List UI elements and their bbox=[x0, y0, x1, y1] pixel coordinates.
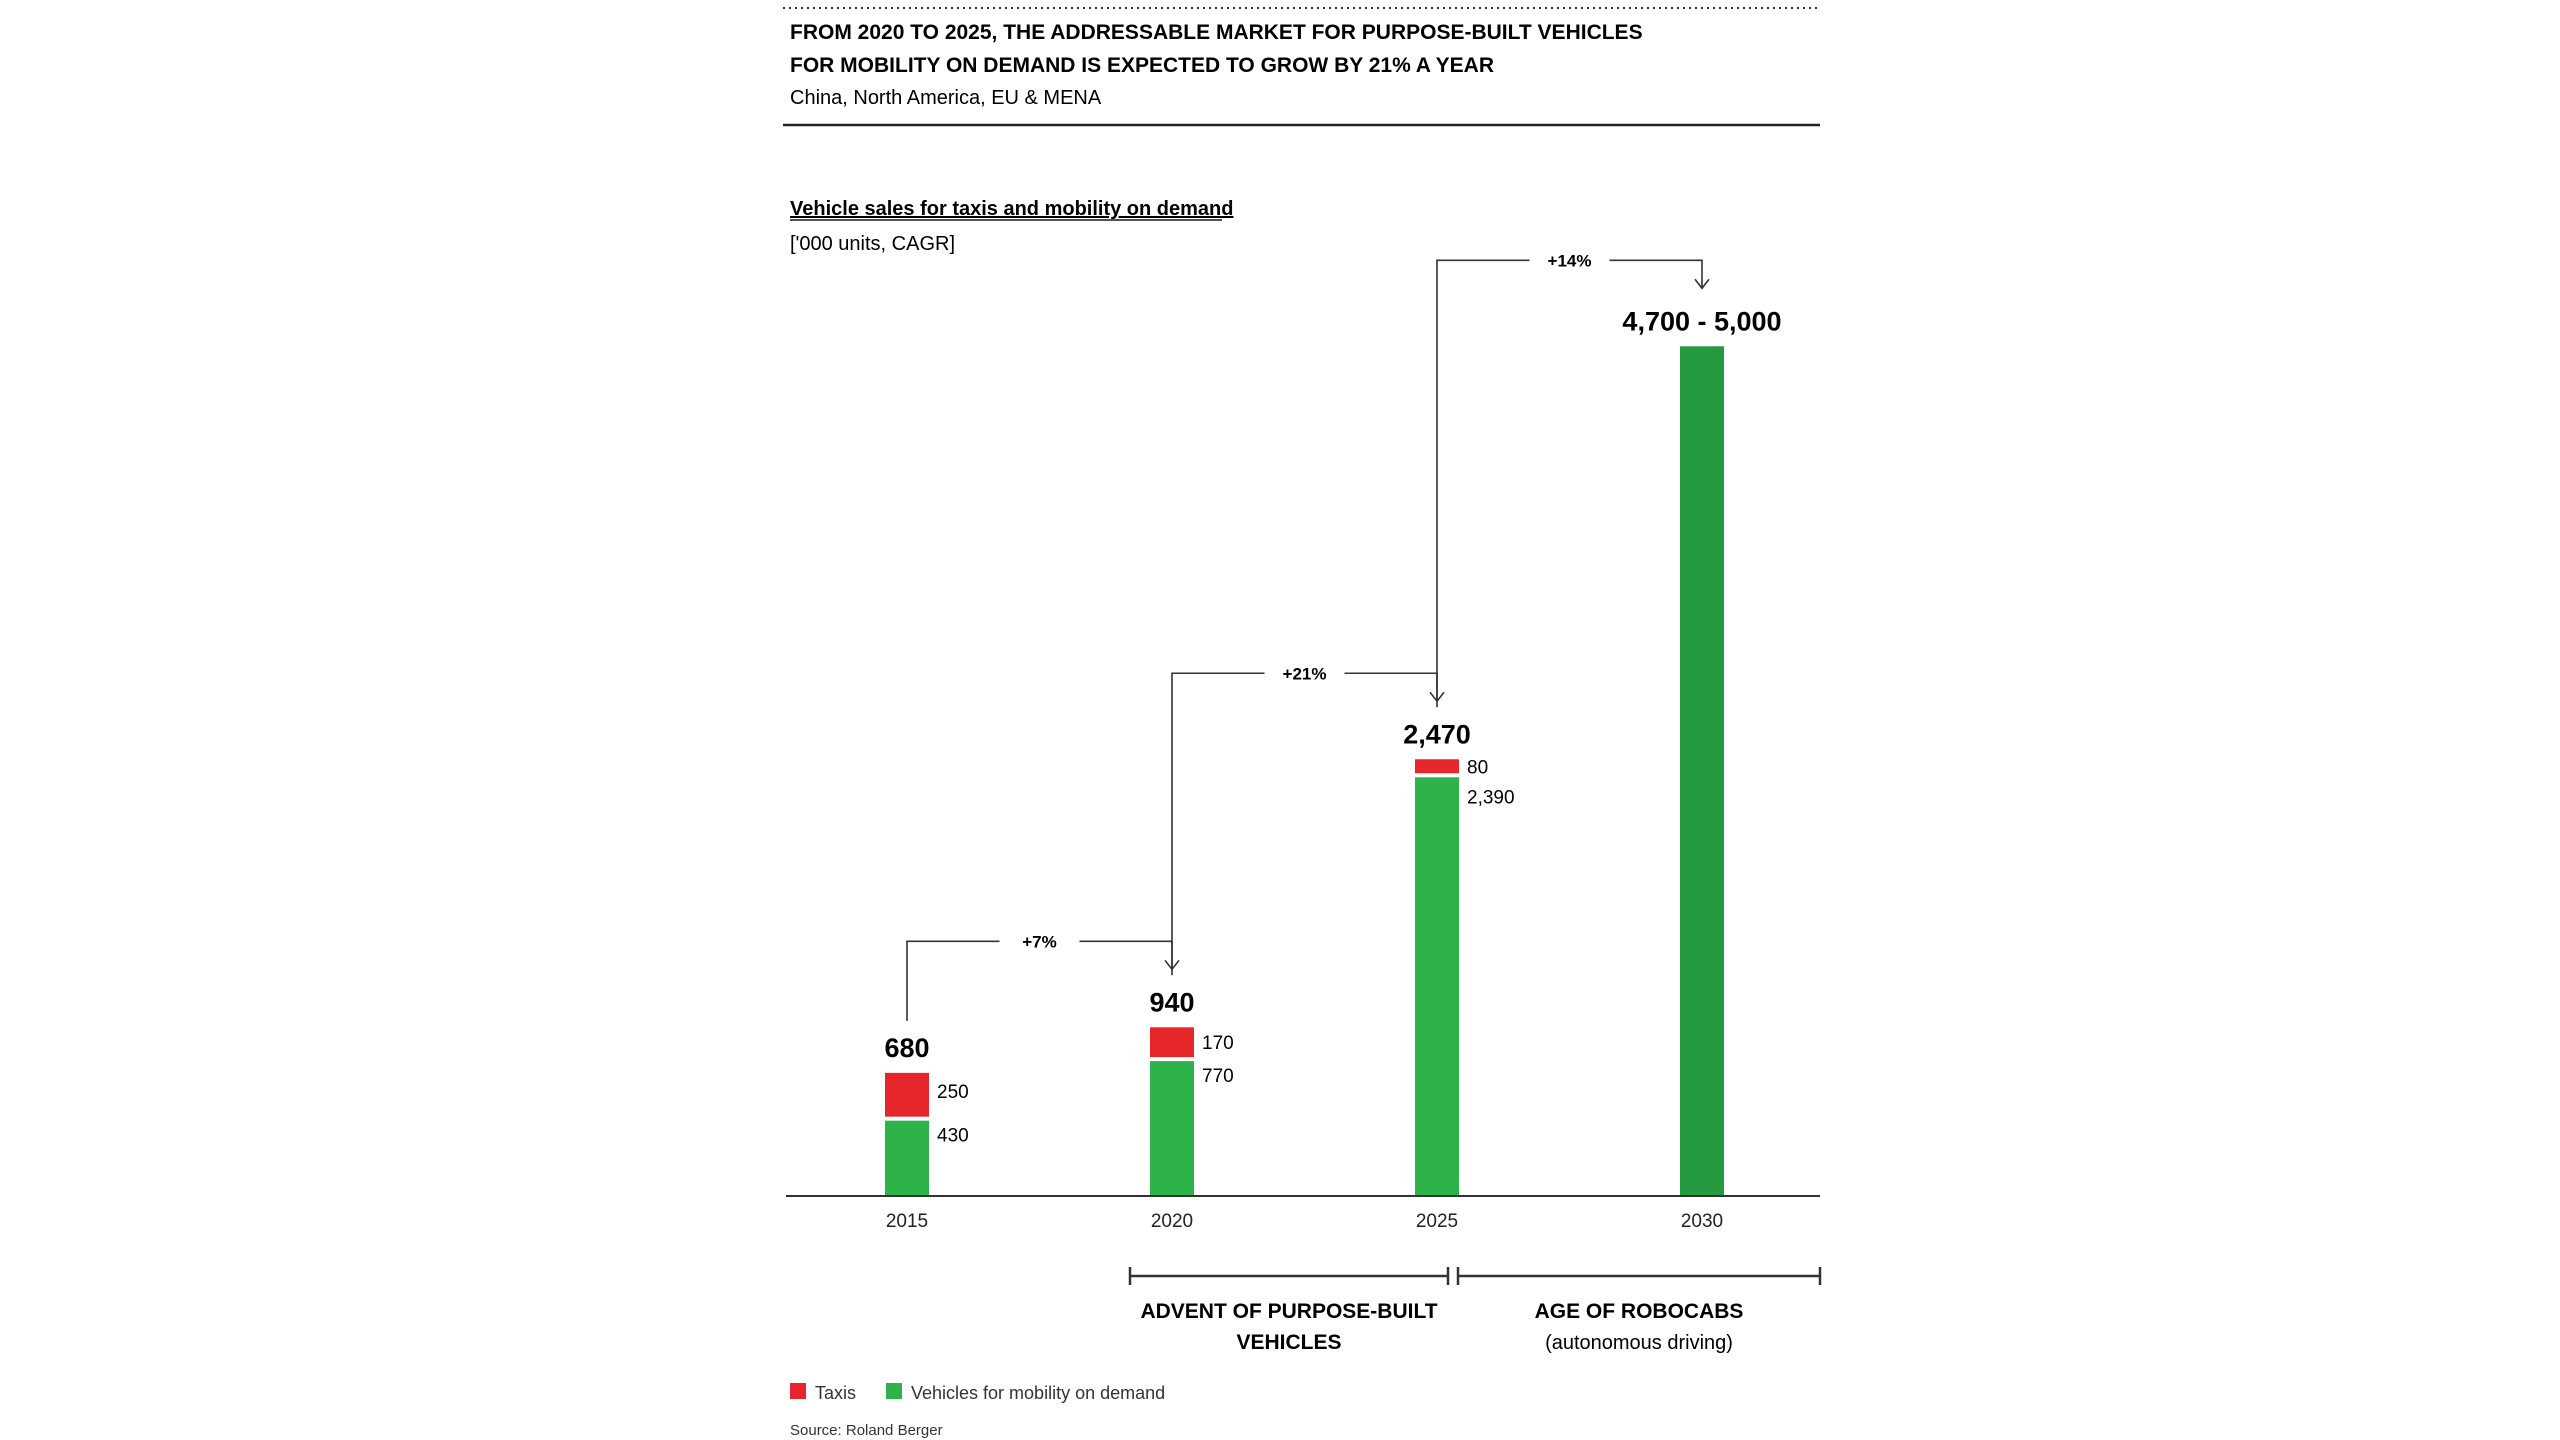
bar-mod-2025 bbox=[1415, 777, 1459, 1196]
legend-mod-label: Vehicles for mobility on demand bbox=[911, 1383, 1166, 1403]
legend-mod-swatch bbox=[886, 1383, 902, 1399]
cagr-line-2020-2025 bbox=[1172, 673, 1437, 975]
cagr-label-2025-2030: +14% bbox=[1547, 251, 1592, 271]
era-advent-line-1: ADVENT OF PURPOSE-BUILT bbox=[1140, 1300, 1438, 1323]
bar-mod-2020 bbox=[1150, 1061, 1194, 1196]
segment-label-taxi-2015: 250 bbox=[937, 1081, 969, 1103]
segment-label-taxi-2020: 170 bbox=[1202, 1033, 1234, 1055]
total-label-2015: 680 bbox=[884, 1032, 930, 1063]
headline-line-1: FROM 2020 TO 2025, THE ADDRESSABLE MARKET FOR PURPOSE-BUILT VEHICLES bbox=[790, 21, 1643, 44]
era-bracket-robocabs bbox=[1458, 1267, 1820, 1285]
era-robocabs-line-1: AGE OF ROBOCABS bbox=[1534, 1300, 1744, 1323]
cagr-label-2015-2020: +7% bbox=[1022, 932, 1057, 952]
tick-label-2015: 2015 bbox=[885, 1211, 929, 1232]
bar-taxi-2025 bbox=[1415, 759, 1459, 773]
era-advent-line-2: VEHICLES bbox=[1236, 1331, 1342, 1354]
bar-mod-2030 bbox=[1680, 346, 1724, 1196]
chart-title: Vehicle sales for taxis and mobility on demand bbox=[790, 198, 1234, 220]
source-note: Source: Roland Berger bbox=[790, 1422, 943, 1439]
chart-unit-label: ['000 units, CAGR] bbox=[790, 233, 955, 255]
tick-label-2025: 2025 bbox=[1415, 1211, 1459, 1232]
cagr-connector-2015-2020 bbox=[907, 927, 1179, 1021]
bar-taxi-2020 bbox=[1150, 1027, 1194, 1057]
segment-label-mod-2015: 430 bbox=[937, 1125, 969, 1147]
era-robocabs-line-2: (autonomous driving) bbox=[1545, 1332, 1733, 1354]
segment-label-mod-2020: 770 bbox=[1202, 1066, 1234, 1088]
tick-label-2020: 2020 bbox=[1150, 1211, 1194, 1232]
total-label-2025: 2,470 bbox=[1403, 719, 1471, 750]
segment-label-mod-2025: 2,390 bbox=[1467, 787, 1515, 809]
bar-mod-2015 bbox=[885, 1121, 929, 1196]
headline-subtitle: China, North America, EU & MENA bbox=[790, 87, 1102, 109]
total-label-2020: 940 bbox=[1149, 987, 1195, 1018]
era-bracket-advent bbox=[1130, 1267, 1448, 1285]
bar-taxi-2015 bbox=[885, 1073, 929, 1117]
legend-taxi-label: Taxis bbox=[815, 1383, 857, 1403]
legend-taxi-swatch bbox=[790, 1383, 806, 1399]
cagr-label-2020-2025: +21% bbox=[1282, 664, 1327, 684]
cagr-connector-2020-2025 bbox=[1172, 659, 1444, 975]
tick-label-2030: 2030 bbox=[1680, 1211, 1724, 1232]
headline-line-2: FOR MOBILITY ON DEMAND IS EXPECTED TO GROW BY 21% A YEAR bbox=[790, 54, 1494, 77]
segment-label-taxi-2025: 80 bbox=[1467, 757, 1489, 779]
total-label-2030: 4,700 - 5,000 bbox=[1622, 306, 1782, 337]
